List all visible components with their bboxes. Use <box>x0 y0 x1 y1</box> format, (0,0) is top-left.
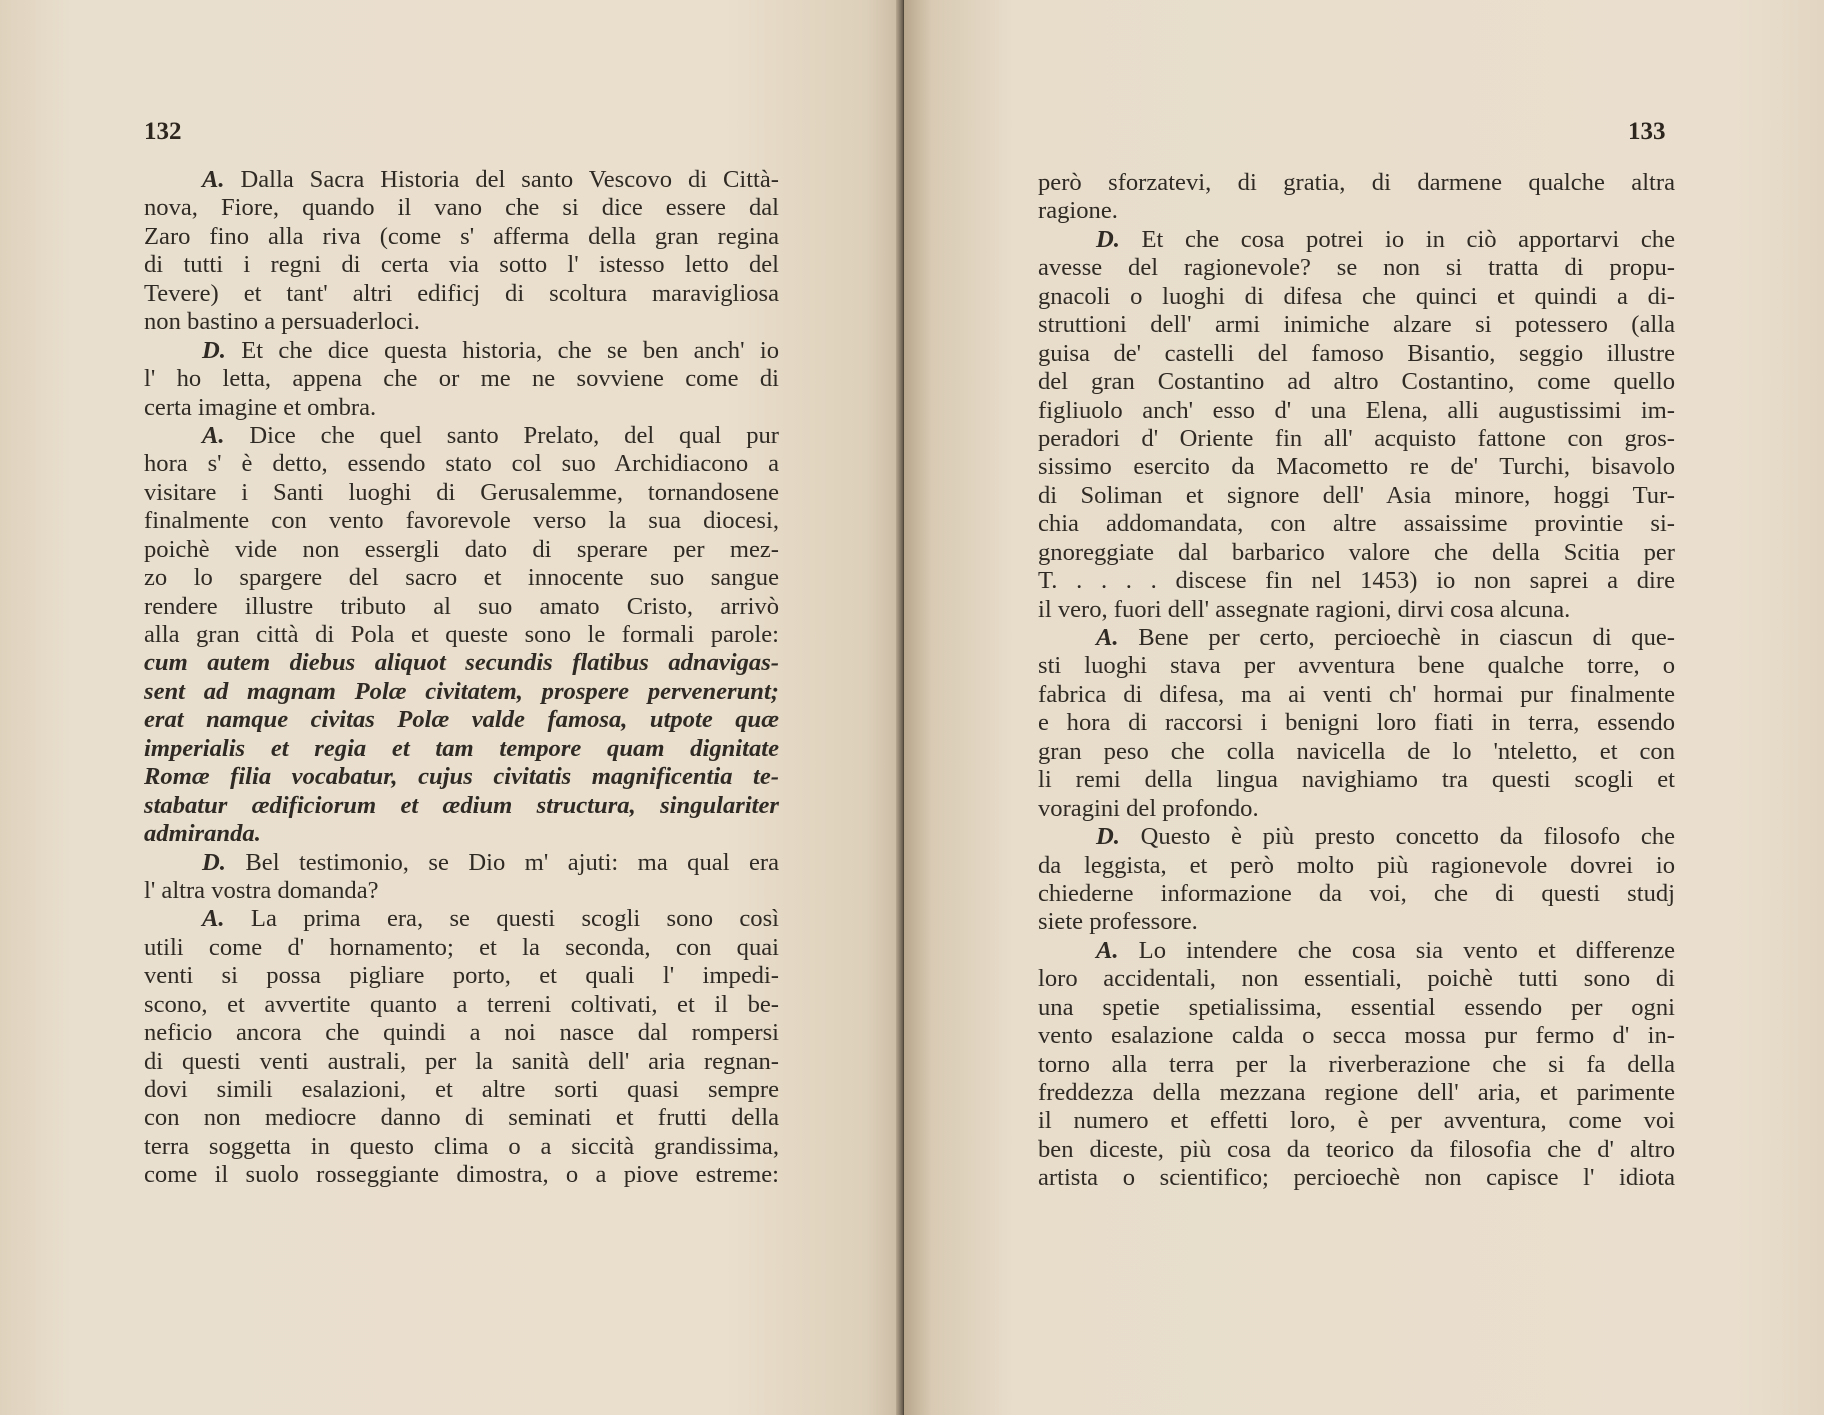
text-line <box>1038 1022 1675 1050</box>
speaker-label: A. <box>1096 624 1119 651</box>
text-line <box>1038 1164 1675 1192</box>
line-text: utili come d' hornamento; et la seconda, con quai <box>144 933 779 961</box>
text-line <box>1038 197 1675 225</box>
line-text: sissimo esercito da Macometto re de' Turchi, bisavolo <box>1038 453 1675 481</box>
text-line <box>1038 311 1675 339</box>
line-text: Bene per certo, percioechè in ciascun di que- <box>1118 624 1675 651</box>
line-text: e hora di raccorsi i benigni loro fiati in terra, essendo <box>1038 709 1675 737</box>
text-line <box>1038 340 1675 368</box>
right-page-text <box>1038 169 1675 1193</box>
line-text: Romæ filia vocabatur, cujus civitatis magnificentia te- <box>144 763 779 791</box>
text-line <box>1038 965 1675 993</box>
line-text: una spetie spetialissima, essential essendo per ogni <box>1038 993 1675 1021</box>
line-text: zo lo spargere del sacro et innocente suo sangue <box>144 564 779 592</box>
text-line <box>1038 169 1675 197</box>
line-text: loro accidentali, non essentiali, poichè tutti sono di <box>1038 965 1675 993</box>
line-text: peradori d' Oriente fin all' acquisto fattone con gros- <box>1038 424 1675 452</box>
line-text: alla gran città di Pola et queste sono le formali parole: <box>144 621 779 648</box>
text-line <box>144 308 779 336</box>
speaker-label: D. <box>202 336 226 364</box>
text-line <box>1038 596 1675 624</box>
text-line <box>144 337 779 365</box>
text-line <box>144 991 779 1019</box>
text-line <box>144 194 779 222</box>
text-line <box>144 962 779 990</box>
line-text: admiranda. <box>144 820 261 848</box>
text-line <box>144 479 779 507</box>
line-text: ragione. <box>1038 197 1118 225</box>
line-text: terra soggetta in questo clima o a siccità grandissima, <box>144 1132 779 1160</box>
text-line <box>1038 709 1675 737</box>
text-line <box>1038 539 1675 567</box>
text-line <box>1038 1051 1675 1079</box>
line-text: sti luoghi stava per avventura bene qualche torre, o <box>1038 652 1675 680</box>
line-text: del gran Costantino ad altro Costantino, come quello <box>1038 368 1675 396</box>
left-page-text <box>144 166 779 1190</box>
line-text: Lo intendere che cosa sia vento et differenze <box>1118 936 1675 964</box>
text-line <box>144 223 779 251</box>
line-text: freddezza della mezzana regione dell' aria, et parimente <box>1038 1079 1675 1106</box>
line-text: il vero, fuori dell' assegnate ragioni, dirvi cosa alcuna. <box>1038 595 1571 623</box>
line-text: dovi simili esalazioni, et altre sorti quasi sempre <box>144 1076 779 1103</box>
line-text: cum autem diebus aliquot secundis flatibus adnavigas- <box>144 649 779 677</box>
line-text: Et che dice questa historia, che se ben anch' io <box>225 336 779 364</box>
line-text: nova, Fiore, quando il vano che si dice essere dal <box>144 194 779 222</box>
line-text: chia addomandata, con altre assaissime provintie si- <box>1038 510 1675 538</box>
text-line <box>144 820 779 848</box>
line-text: La prima era, se questi scogli sono così <box>224 905 779 933</box>
text-line <box>1038 823 1675 851</box>
line-text: rendere illustre tributo al suo amato Cristo, arrivò <box>144 592 779 620</box>
text-line <box>144 394 779 422</box>
text-line <box>1038 738 1675 766</box>
line-text: sent ad magnam Polæ civitatem, prospere pervenerunt; <box>144 677 779 705</box>
text-line <box>144 649 779 677</box>
line-text: l' altra vostra domanda? <box>144 876 379 904</box>
text-line <box>144 1019 779 1047</box>
text-line <box>144 251 779 279</box>
line-text: siete professore. <box>1038 908 1198 936</box>
text-line <box>144 934 779 962</box>
text-line <box>144 1104 779 1132</box>
line-text: visitare i Santi luoghi di Gerusalemme, tornandosene <box>144 478 779 506</box>
text-line <box>144 1133 779 1161</box>
line-text: hora s' è detto, essendo stato col suo Archidiacono a <box>144 450 779 478</box>
page-number-right: 133 <box>1628 118 1666 145</box>
text-line <box>1038 482 1675 510</box>
text-line <box>144 593 779 621</box>
text-line <box>1038 681 1675 709</box>
speaker-label: D. <box>202 848 226 876</box>
line-text: finalmente con vento favorevole verso la sua diocesi, <box>144 507 779 535</box>
text-line <box>144 678 779 706</box>
text-line <box>1038 254 1675 282</box>
line-text: erat namque civitas Polæ valde famosa, utpote quæ <box>144 706 779 734</box>
text-line <box>144 1048 779 1076</box>
text-line <box>1038 766 1675 794</box>
line-text: scono, et avvertite quanto a terreni coltivati, et il be- <box>144 990 779 1018</box>
text-line <box>144 422 779 450</box>
line-text: artista o scientifico; percioechè non capisce l' idiota <box>1038 1164 1675 1192</box>
text-line <box>144 280 779 308</box>
text-line <box>144 763 779 791</box>
line-text: vento esalazione calda o secca mossa pur fermo d' in- <box>1038 1022 1675 1050</box>
line-text: chiederne informazione da voi, che di questi studj <box>1038 879 1675 907</box>
text-line <box>1038 652 1675 680</box>
text-line <box>144 536 779 564</box>
line-text: fabrica di difesa, ma ai venti ch' hormai pur finalmente <box>1038 680 1675 708</box>
line-text: T. . . . . discese fin nel 1453) io non saprei a dire <box>1038 567 1675 595</box>
text-line <box>1038 283 1675 311</box>
text-line <box>144 1076 779 1104</box>
line-text: guisa de' castelli del famoso Bisantio, seggio illustre <box>1038 339 1675 367</box>
text-line <box>144 166 779 194</box>
text-line <box>1038 453 1675 481</box>
text-line <box>1038 1079 1675 1107</box>
line-text: certa imagine et ombra. <box>144 393 377 421</box>
text-line <box>1038 425 1675 453</box>
line-text: poichè vide non essergli dato di sperare per mez- <box>144 535 779 563</box>
text-line <box>144 621 779 649</box>
text-line <box>144 1161 779 1189</box>
line-text: venti si possa pigliare porto, et quali l' impedi- <box>144 962 779 990</box>
line-text: li remi della lingua navighiamo tra questi scogli et <box>1038 766 1675 794</box>
text-line <box>1038 1136 1675 1164</box>
text-line <box>144 905 779 933</box>
line-text: gnoreggiate dal barbarico valore che della Scitia per <box>1038 538 1675 566</box>
line-text: gran peso che colla navicella de lo 'nteletto, et con <box>1038 737 1675 765</box>
line-text: di questi venti australi, per la sanità dell' aria regnan- <box>144 1047 779 1075</box>
line-text: con non mediocre danno di seminati et frutti della <box>144 1104 779 1132</box>
text-line <box>1038 880 1675 908</box>
line-text: da leggista, et però molto più ragionevole dovrei io <box>1038 851 1675 879</box>
left-page <box>0 0 902 1415</box>
text-line <box>144 365 779 393</box>
text-line <box>1038 937 1675 965</box>
speaker-label: A. <box>202 421 225 449</box>
line-text: l' ho letta, appena che or me ne sovviene come di <box>144 365 779 393</box>
text-line <box>1038 908 1675 936</box>
text-line <box>1038 852 1675 880</box>
text-line <box>144 507 779 535</box>
text-line <box>144 450 779 478</box>
speaker-label: D. <box>1096 823 1120 851</box>
line-text: struttioni dell' armi inimiche alzare si potessero (alla <box>1038 311 1675 339</box>
right-page <box>904 0 1824 1415</box>
text-line <box>1038 226 1675 254</box>
line-text: torno alla terra per la riverberazione che si fa della <box>1038 1050 1675 1078</box>
speaker-label: A. <box>1096 936 1119 964</box>
text-line <box>144 564 779 592</box>
line-text: Tevere) et tant' altri edificj di scoltura maravigliosa <box>144 279 779 307</box>
line-text: ben diceste, più cosa da teorico da filosofia che d' altro <box>1038 1135 1675 1163</box>
line-text: di tutti i regni di certa via sotto l' istesso letto del <box>144 251 779 279</box>
text-line <box>1038 994 1675 1022</box>
line-text: figliuolo anch' esso d' una Elena, alli augustissimi im- <box>1038 396 1675 424</box>
line-text: stabatur ædificiorum et ædium structura, singulariter <box>144 791 779 819</box>
line-text: Zaro fino alla riva (come s' afferma della gran regina <box>144 222 779 250</box>
line-text: Et che cosa potrei io in ciò apportarvi che <box>1119 225 1675 253</box>
line-text: non bastino a persuaderloci. <box>144 308 420 336</box>
line-text: gnacoli o luoghi di difesa che quinci et quindi a di- <box>1038 282 1675 310</box>
page-number-left: 132 <box>144 118 182 145</box>
text-line <box>1038 368 1675 396</box>
text-line <box>1038 1107 1675 1135</box>
line-text: Dice che quel santo Prelato, del qual pur <box>224 421 779 449</box>
line-text: imperialis et regia et tam tempore quam dignitate <box>144 734 779 762</box>
text-line <box>1038 624 1675 652</box>
speaker-label: A. <box>202 166 225 193</box>
text-line <box>1038 397 1675 425</box>
line-text: Dalla Sacra Historia del santo Vescovo di Città- <box>224 166 779 193</box>
speaker-label: D. <box>1096 225 1120 253</box>
line-text: come il suolo rosseggiante dimostra, o a piove estreme: <box>144 1161 779 1189</box>
line-text: però sforzatevi, di gratia, di darmene qualche altra <box>1038 169 1675 196</box>
speaker-label: A. <box>202 905 225 933</box>
text-line <box>1038 795 1675 823</box>
line-text: avesse del ragionevole? se non si tratta di propu- <box>1038 254 1675 282</box>
text-line <box>144 706 779 734</box>
line-text: di Soliman et signore dell' Asia minore, hoggi Tur- <box>1038 481 1675 509</box>
line-text: Questo è più presto concetto da filosofo che <box>1119 823 1675 851</box>
text-line <box>1038 510 1675 538</box>
line-text: Bel testimonio, se Dio m' ajuti: ma qual era <box>225 848 779 876</box>
line-text: voragini del profondo. <box>1038 794 1259 822</box>
line-text: neficio ancora che quindi a noi nasce dal rompersi <box>144 1019 779 1047</box>
text-line <box>144 877 779 905</box>
text-line <box>144 735 779 763</box>
text-line <box>144 792 779 820</box>
text-line <box>144 849 779 877</box>
text-line <box>1038 567 1675 595</box>
line-text: il numero et effetti loro, è per avventura, come voi <box>1038 1107 1675 1135</box>
